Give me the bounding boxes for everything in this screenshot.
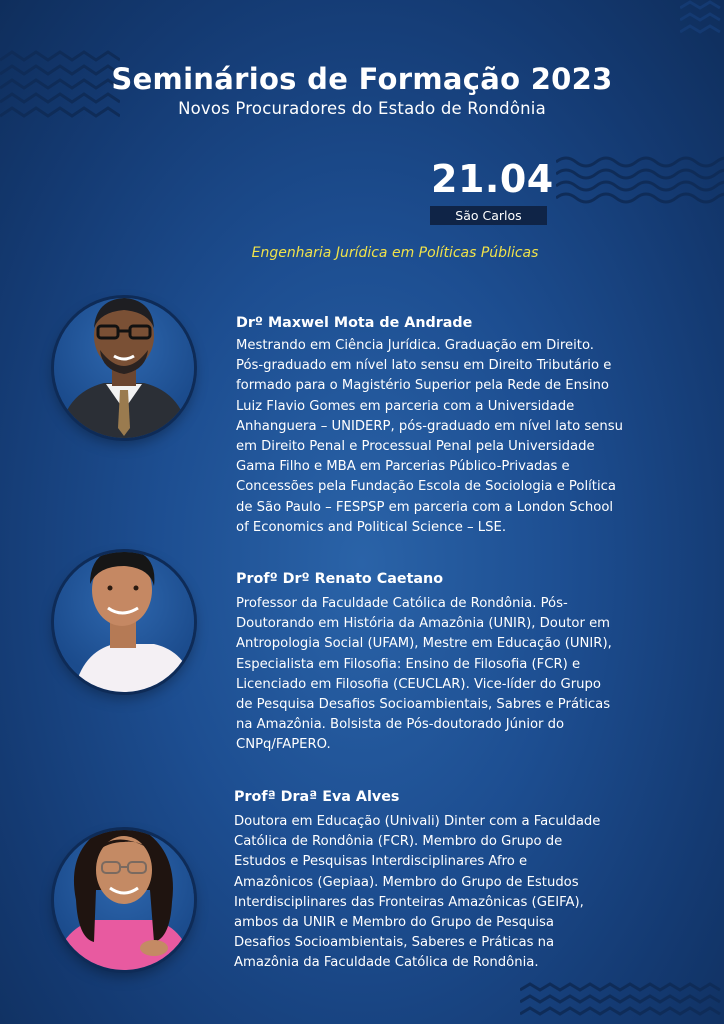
zigzag-decoration-bottom-right — [520, 982, 724, 1024]
speaker-photo-eva — [54, 830, 194, 970]
wave-decoration-right — [556, 152, 724, 204]
speaker-bio: Doutora em Educação (Univali) Dinter com a Faculdade Católica de Rondônia (FCR). Membro do Grupo de Estudos e Pesquisas Interdisciplinares Afro e Amazônicos (Gepiaa). Membro do Grupo de Estudos Interdisciplinares das Fronteiras Amazônicas (GEIFA), ambos da UNIR e Membro do Grupo de Pesquisa Desafios Socioambientais, Saberes e Práticas na Amazônia da Faculdade Católica de Rondônia. — [234, 814, 601, 971]
person-portrait-icon — [54, 298, 194, 438]
person-portrait-icon — [54, 830, 194, 970]
speaker-name: Drº Maxwel Mota de Andrade — [236, 315, 473, 331]
speaker-photo-maxwel — [54, 298, 194, 438]
speaker-name: Profº Drº Renato Caetano — [236, 571, 444, 587]
zigzag-decoration-top-right — [680, 0, 724, 40]
speaker-bio: Professor da Faculdade Católica de Rondônia. Pós- Doutorando em História da Amazônia (UNIR), Doutor em Antropologia Social (UFAM), Mestre em Educação (UNIR), Especialista em Filosofia: Ensino de Filosofia (FCR) e Licenciado em Filosofia (CEUCLAR). Vice-líder do Grupo de Pesquisa Desafios Socioambientais, Sabres e Práticas na Amazônia. Bolsista de Pós-doutorado Júnior do CNPq/FAPERO. — [236, 596, 612, 753]
person-portrait-icon — [54, 552, 194, 692]
speaker-name: Profª Draª Eva Alves — [234, 789, 400, 805]
speaker-bio: Mestrando em Ciência Jurídica. Graduação em Direito. Pós-graduado em nível lato sensu em Direito Tributário e formado para o Magistério Superior pela Rede de Ensino Luiz Flavio Gomes em parceria com a Universidade Anhanguera – UNIDERP, pós-graduado em nível lato sensu em Direito Penal e Processual Penal pela Universidade Gama Filho e MBA em Parcerias Público-Privadas e Concessões pela Fundação Escola de Sociologia e Política de São Paulo – FESPSP em parceria com a London School of Economics and Political Science – LSE. — [236, 338, 623, 535]
event-theme: Engenharia Jurídica em Políticas Públicas — [251, 245, 539, 261]
page-subtitle: Novos Procuradores do Estado de Rondônia — [178, 99, 546, 118]
event-date: 21.04 — [431, 157, 554, 201]
page-title: Seminários de Formação 2023 — [111, 62, 613, 96]
event-location-badge: São Carlos — [430, 206, 547, 225]
speaker-photo-renato — [54, 552, 194, 692]
